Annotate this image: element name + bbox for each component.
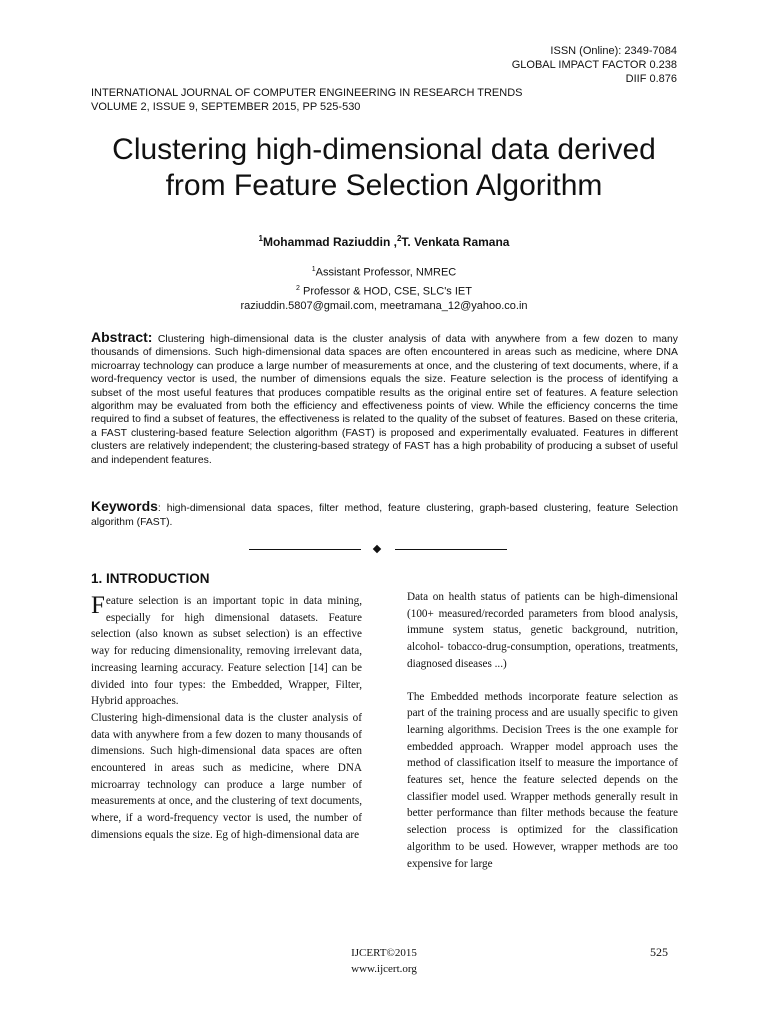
abstract-text: Clustering high-dimensional data is the cluster analysis of data with anywhere from a few dozen to many thousands of dimensions. Such high-dimensional data spaces are often encountered in areas such as medicine, where DNA microarray technology can produce a large number of measurements at once, and the clustering of text documents, where, if a word-frequency vector is used, the number of dimensions equals the size. Feature selection is the process of identifying a subset of the most useful features that produces compatible results as the original entire set of features. A feature selection algorithm may be evaluated from both the efficiency and effectiveness points of view. While the efficiency concerns the time required to find a subset of features, the effectiveness is related to the quality of the subset of features. Based on these criteria, a FAST clustering-based feature Selection algorithm (FAST) is proposed and experimentally evaluated. Features in different clusters are relatively independent; the clustering-based strategy of FAST has a high probability of producing a subset of useful and independent features. (91, 334, 678, 466)
paper-title-line2: from Feature Selection Algorithm (165, 169, 603, 202)
journal-header (91, 86, 523, 114)
keywords (91, 499, 678, 530)
author1-superscript: 1 (258, 234, 263, 243)
separator-line-left (249, 549, 361, 550)
footer-website: www.ijcert.org (351, 963, 417, 975)
author2-superscript: 2 (396, 234, 402, 243)
author2-name: T. Venkata Ramana (401, 235, 510, 249)
footer-copyright: IJCERT©2015 (351, 947, 417, 959)
abstract (91, 331, 678, 467)
intro-paragraph-2: Clustering high-dimensional data is the cluster analysis of data with anywhere from a few dozen to many thousands of dimensions. Such high-dimensional data spaces are often encountered in areas such as medicine, where DNA microarray technology can produce a large number of measurements at once, and the clustering of text documents, where, if a word-frequency vector is used, the number of dimensions equals the size. Eg of high-dimensional data are (91, 711, 362, 841)
introduction-heading: 1. INTRODUCTION (91, 571, 210, 586)
affiliation-1 (0, 262, 768, 281)
keywords-colon: : (157, 503, 161, 514)
diif-text: DIIF 0.876 (625, 73, 677, 85)
paper-title-line1: Clustering high-dimensional data derived (112, 133, 656, 166)
left-column (91, 593, 362, 844)
section-separator (249, 544, 509, 556)
separator-line-right (395, 549, 507, 550)
journal-identifiers (512, 44, 677, 86)
impact-factor-text: GLOBAL IMPACT FACTOR 0.238 (511, 59, 677, 71)
affiliation-1-superscript: 1 (311, 266, 316, 273)
page-number: 525 (650, 945, 668, 959)
intro-paragraph-1 (91, 593, 362, 710)
affiliation-2 (0, 281, 768, 300)
intro-paragraph-1-text: eature selection is an important topic in data mining, especially for high dimensional datasets. Feature selection (also known as subset selection) is an effective way for reducing dimensionality, removing irrelevant data, increasing learning accuracy. Feature selection [14] can be divided into four types: the Embedded, Wrapper, Filter, Hybrid approaches. (91, 595, 362, 708)
keywords-text: high-dimensional data spaces, filter method, feature clustering, graph-based clustering, feature Selection algorithm (FAST). (91, 503, 678, 528)
abstract-label: Abstract: (91, 329, 153, 345)
intro-paragraph-3: Data on health status of patients can be high-dimensional (100+ measured/recorded parameters from blood analysis, immune system status, genetic background, nutrition, alcohol- tobacco-drug-consumption, operations, treatments, diagnosed diseases ...) (407, 591, 678, 670)
affiliations (0, 262, 768, 314)
affiliation-1-text: Assistant Professor, NMREC (315, 266, 457, 279)
author-emails: raziuddin.5807@gmail.com, meetramana_12@yahoo.co.in (240, 300, 528, 313)
affiliation-2-superscript: 2 (296, 284, 300, 292)
paper-title (60, 132, 708, 204)
right-column (407, 589, 678, 872)
author-list (0, 234, 768, 249)
paragraph-gap (407, 673, 678, 689)
keywords-label: Keywords (91, 498, 158, 514)
issn-text: ISSN (Online): 2349-7084 (550, 45, 677, 57)
journal-name: INTERNATIONAL JOURNAL OF COMPUTER ENGINEERING IN RESEARCH TRENDS (91, 87, 523, 99)
drop-cap: F (91, 592, 105, 619)
intro-paragraph-4: The Embedded methods incorporate feature selection as part of the training process and are usually specific to given learning algorithms. Decision Trees is the one example for embedded approach. Wrapper model approach uses the method of classification itself to measure the importance of features set, hence the feature selected depends on the classifier model used. Wrapper methods generally result in better performance than filter methods because the feature selection process is optimized for the classification algorithm to be used. However, wrapper methods are too expensive for large (407, 690, 678, 870)
author1-name: Mohammad Raziuddin , (262, 235, 397, 249)
journal-volume: VOLUME 2, ISSUE 9, SEPTEMBER 2015, PP 525-530 (91, 101, 361, 113)
diamond-icon (373, 545, 381, 553)
affiliation-2-text: Professor & HOD, CSE, SLC's IET (299, 285, 472, 298)
